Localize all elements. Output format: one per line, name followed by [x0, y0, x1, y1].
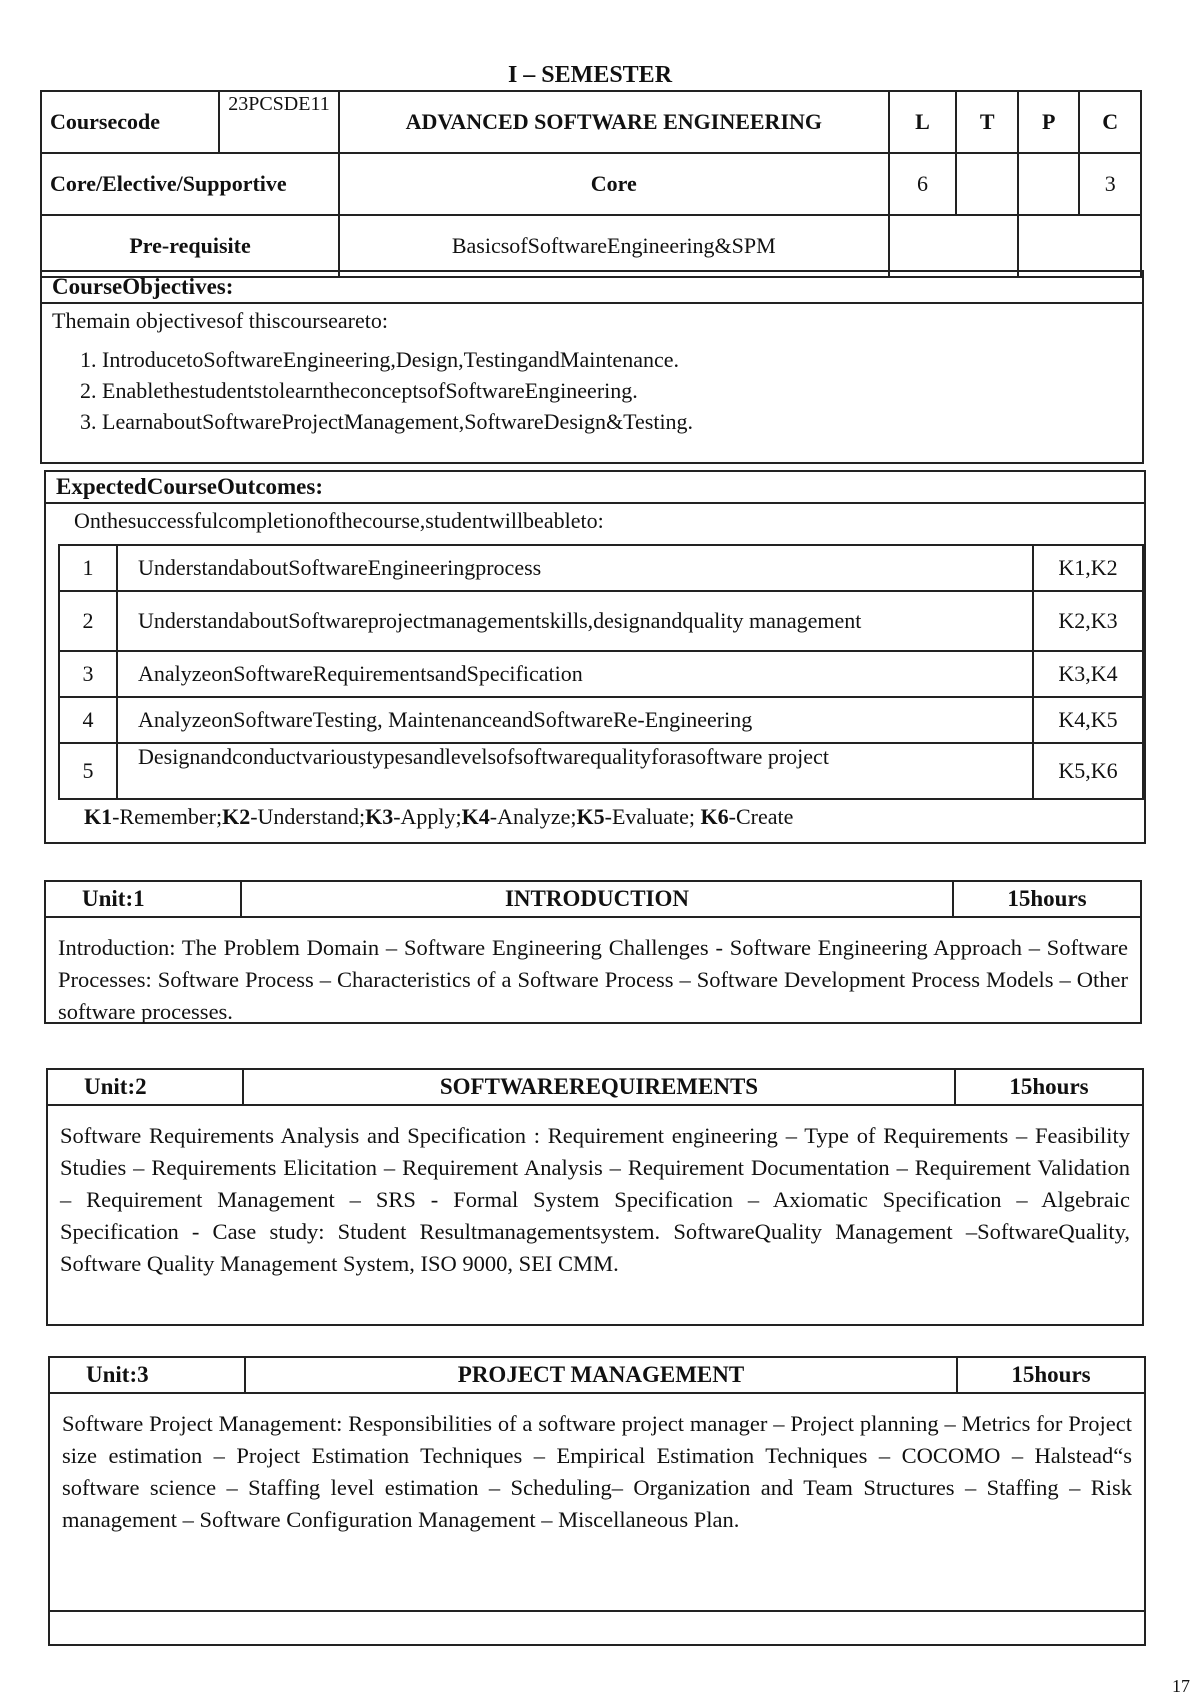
- unit-hours: 15hours: [953, 881, 1141, 917]
- outcomes-intro: Onthesuccessfulcompletionofthecourse,studentwillbeableto:: [74, 508, 604, 533]
- objective-item: 3. LearnaboutSoftwareProjectManagement,SoftwareDesign&Testing.: [102, 406, 1142, 437]
- k-code: K1: [84, 804, 113, 829]
- outcome-row: [59, 545, 1143, 591]
- k-code: K5: [576, 804, 605, 829]
- page-number: 17: [1172, 1676, 1190, 1696]
- outcomes-heading: ExpectedCourseOutcomes:: [46, 472, 1144, 504]
- outcome-k-level: K4,K5: [1033, 697, 1143, 743]
- k-label: -Evaluate;: [604, 804, 701, 829]
- k-label: -Analyze;: [489, 804, 577, 829]
- objectives-list: [42, 344, 1142, 437]
- unit-hours: 15hours: [957, 1357, 1145, 1393]
- unit-3-header: [48, 1356, 1146, 1394]
- ltpc-value-t: [956, 153, 1018, 215]
- ltpc-label-p: P: [1018, 91, 1080, 153]
- header-row-2: [41, 153, 1141, 215]
- outcome-k-level: K3,K4: [1033, 651, 1143, 697]
- prereq-blank-1: [889, 215, 1018, 277]
- header-row-3: [41, 215, 1141, 277]
- unit-2-header: [46, 1068, 1144, 1106]
- page-title: I – SEMESTER: [507, 62, 673, 88]
- objective-item: 2. EnablethestudentstolearntheconceptsofSoftwareEngineering.: [102, 375, 1142, 406]
- unit-label: Unit:3: [49, 1357, 245, 1393]
- unit-3-footer-row: [48, 1612, 1146, 1646]
- course-header-table: [40, 90, 1142, 278]
- objective-item: 1. IntroducetoSoftwareEngineering,Design,TestingandMaintenance.: [102, 344, 1142, 375]
- k-code: K2: [222, 804, 251, 829]
- unit-header-row: [47, 1069, 1143, 1105]
- unit-header-row: [49, 1357, 1145, 1393]
- type-label: Core/Elective/Supportive: [41, 153, 339, 215]
- prereq-blank-2: [1018, 215, 1141, 277]
- outcome-number: 2: [59, 591, 117, 651]
- k-code: K6: [700, 804, 729, 829]
- ltpc-label-c: C: [1079, 91, 1141, 153]
- outcome-number: 1: [59, 545, 117, 591]
- outcome-row: [59, 591, 1143, 651]
- outcome-k-level: K2,K3: [1033, 591, 1143, 651]
- unit-hours: 15hours: [955, 1069, 1143, 1105]
- outcome-text: Designandconductvarioustypesandlevelsofsoftwarequalityforasoftware project: [117, 743, 1033, 799]
- outcome-row: [59, 697, 1143, 743]
- objectives-heading: CourseObjectives:: [42, 272, 1142, 304]
- outcome-number: 3: [59, 651, 117, 697]
- unit-title: PROJECT MANAGEMENT: [245, 1357, 957, 1393]
- k-code: K4: [461, 804, 490, 829]
- ltpc-value-c: 3: [1079, 153, 1141, 215]
- outcomes-table: [58, 544, 1144, 800]
- k-code: K3: [365, 804, 394, 829]
- outcome-number: 4: [59, 697, 117, 743]
- k-label: -Apply;: [393, 804, 462, 829]
- outcome-row: [59, 651, 1143, 697]
- unit-1-body: Introduction: The Problem Domain – Software Engineering Challenges - Software Engineering Approach – Software Processes: Software Process – Characteristics of a Software Process – Software Development Process Models – Other software processes.: [44, 916, 1142, 1024]
- outcome-text: AnalyzeonSoftwareTesting, MaintenanceandSoftwareRe-Engineering: [117, 697, 1033, 743]
- knowledge-level-legend: [84, 804, 793, 830]
- k-label: -Remember;: [112, 804, 223, 829]
- course-objectives-section: [40, 270, 1144, 464]
- outcome-text: AnalyzeonSoftwareRequirementsandSpecification: [117, 651, 1033, 697]
- outcome-text: UnderstandaboutSoftwareEngineeringprocess: [117, 545, 1033, 591]
- unit-3-body: Software Project Management: Responsibilities of a software project manager – Project planning – Metrics for Project size estimation – Project Estimation Techniques – Empirical Estimation Techniques – COCOMO – Halstead“s software science – Staffing level estimation – Scheduling– Organization and Team Structures – Staffing – Risk management – Software Configuration Management – Miscellaneous Plan.: [48, 1392, 1146, 1612]
- objectives-intro: Themain objectivesof thiscourseareto:: [52, 308, 388, 333]
- outcome-number: 5: [59, 743, 117, 799]
- outcome-k-level: K1,K2: [1033, 545, 1143, 591]
- ltpc-value-p: [1018, 153, 1080, 215]
- unit-label: Unit:2: [47, 1069, 243, 1105]
- unit-label: Unit:1: [45, 881, 241, 917]
- type-value: Core: [339, 153, 888, 215]
- outcome-k-level: K5,K6: [1033, 743, 1143, 799]
- ltpc-value-l: 6: [889, 153, 957, 215]
- ltpc-label-l: L: [889, 91, 957, 153]
- outcome-text: UnderstandaboutSoftwareprojectmanagementskills,designandquality management: [117, 591, 1033, 651]
- unit-title: INTRODUCTION: [241, 881, 953, 917]
- k-label: -Understand;: [250, 804, 366, 829]
- unit-header-row: [45, 881, 1141, 917]
- unit-2-body: Software Requirements Analysis and Specification : Requirement engineering – Type of Requirements – Feasibility Studies – Requirements Elicitation – Requirement Analysis – Requirement Documentation – Requirement Validation – Requirement Management – SRS - Formal System Specification – Axiomatic Specification – Algebraic Specification - Case study: Student Resultmanagementsystem. SoftwareQuality Management –SoftwareQuality, Software Quality Management System, ISO 9000, SEI CMM.: [46, 1104, 1144, 1326]
- prereq-value: BasicsofSoftwareEngineering&SPM: [339, 215, 888, 277]
- unit-title: SOFTWAREREQUIREMENTS: [243, 1069, 955, 1105]
- header-row-1: [41, 91, 1141, 153]
- course-code: 23PCSDE11: [219, 91, 339, 153]
- ltpc-label-t: T: [956, 91, 1018, 153]
- course-code-label: Coursecode: [41, 91, 219, 153]
- outcome-row: [59, 743, 1143, 799]
- k-label: -Create: [728, 804, 794, 829]
- unit-1-header: [44, 880, 1142, 918]
- prereq-label: Pre-requisite: [41, 215, 339, 277]
- course-outcomes-section: [44, 470, 1146, 844]
- course-title: ADVANCED SOFTWARE ENGINEERING: [339, 91, 888, 153]
